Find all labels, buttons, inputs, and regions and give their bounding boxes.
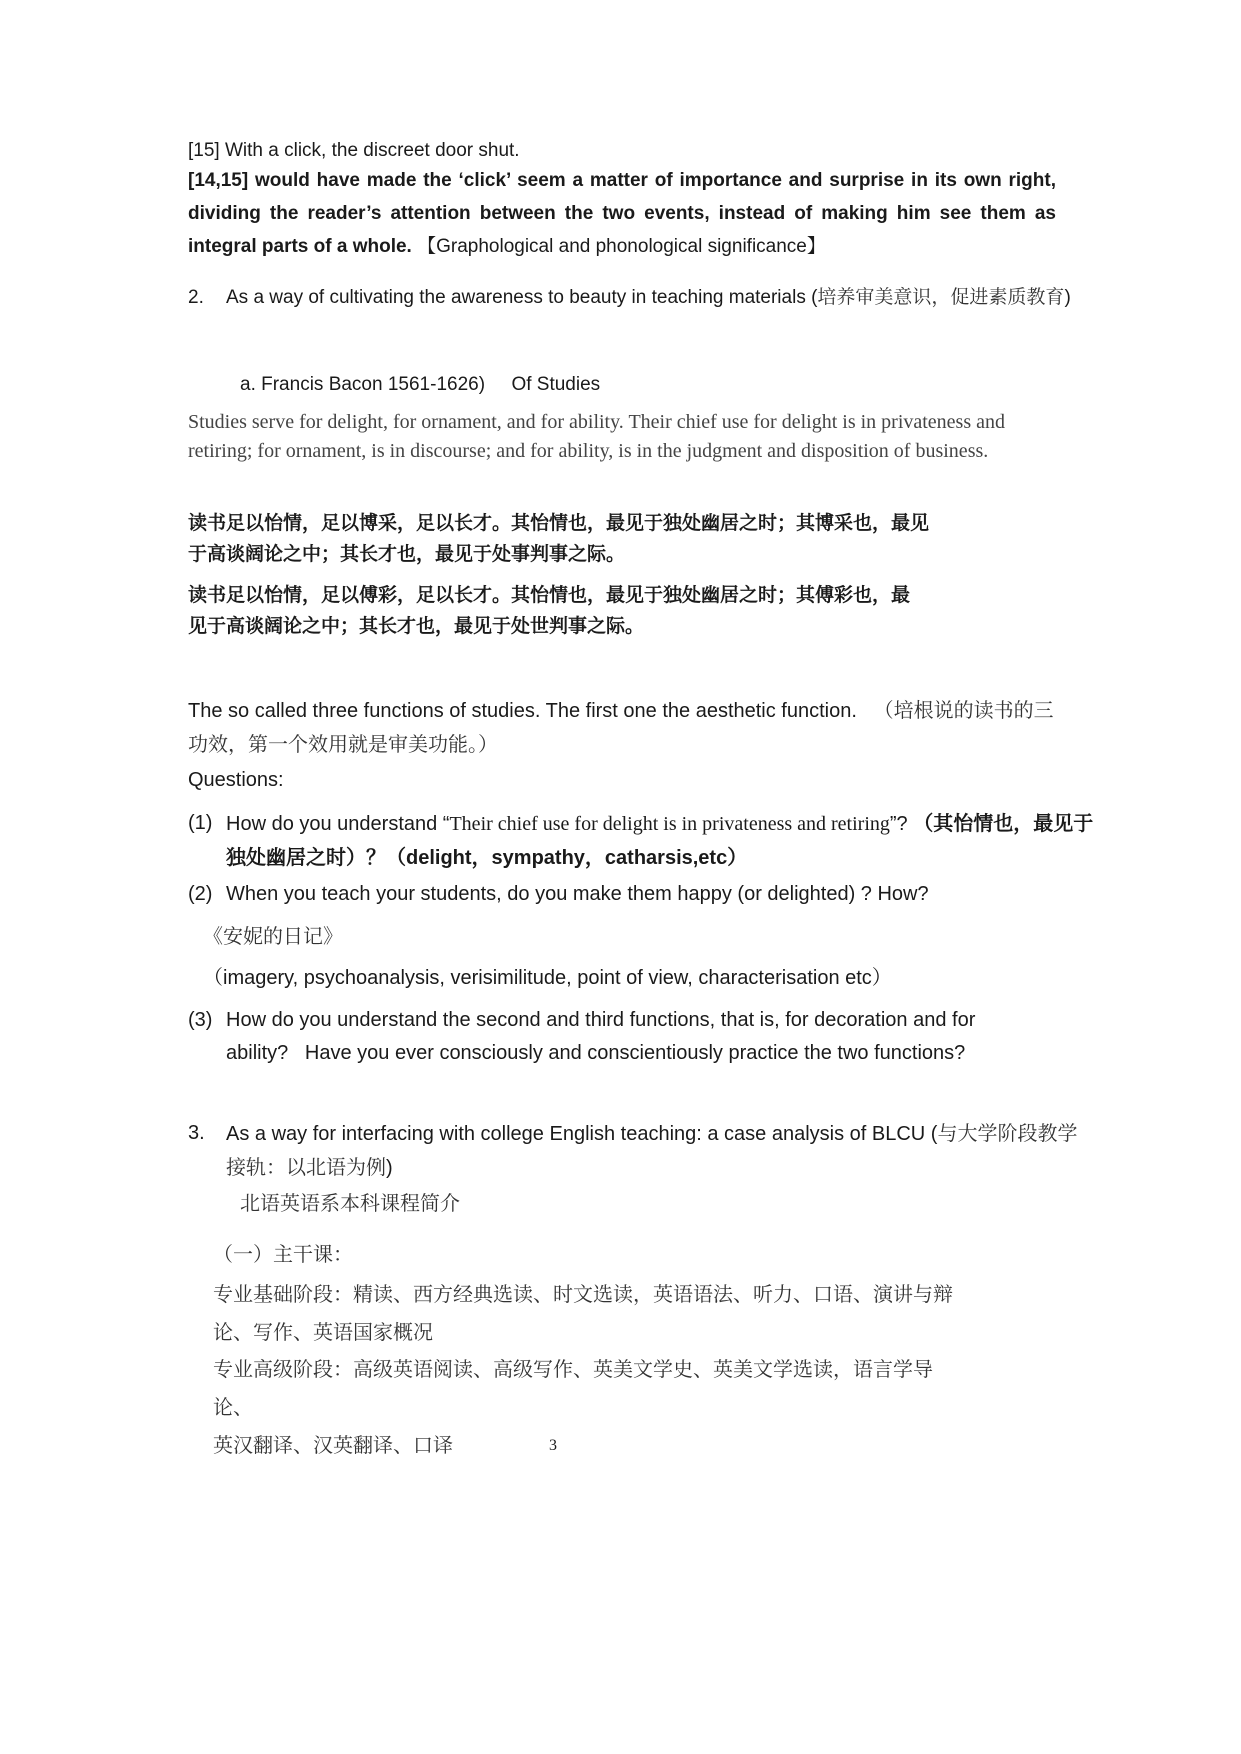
note-14-15: [14,15] would have made the ‘click’ seem a matter of importance and surprise in its own right, dividing the reader’s attention between the two events, instead of making him see them as integral parts of a whole. 【Graphological and phonological significance】 [188,170,1056,257]
translation-2-line-1: 读书足以怡情，足以傅彩，足以长才。其怡情也，最见于独处幽居之时；其傅彩也，最 [188,584,911,606]
advanced-stage-line-1: 专业高级阶段：高级英语阅读、高级写作、英美文学史、英美文学选读，语言学导论、 [213,1357,933,1419]
functions-cn: （培根说的读书的三功效，第一个效用就是审美功能。） [188,698,1054,756]
item-3-cn: 与大学阶段教学接轨：以北语为例 [226,1121,1078,1179]
item-3 [188,1117,1094,1185]
translation-1-line-2: 于高谈阔论之中；其长才也，最见于处事判事之际。 [188,543,626,565]
question-1-cn: （其怡情也，最见于独处幽居之时）？（ [226,811,1094,869]
item-3-text: As a way for interfacing with college English teaching: a case analysis of BLCU ( [226,1123,938,1145]
question-1-number: (1) [188,812,213,834]
question-2 [188,878,1094,911]
bacon-heading [240,368,940,401]
item-2 [188,281,1094,314]
item-2-text: As a way of cultivating the awareness to beauty in teaching materials ( [226,287,818,308]
item-2-close: ) [1064,287,1071,308]
question-2-terms: （imagery, psychoanalysis, verisimilitude, point of view, characterisation etc） [203,967,892,989]
annie-diary-book: 《安妮的日记》 [203,924,343,948]
question-1-text: How do you understand “ [226,813,450,835]
question-2-text: When you teach your students, do you make them happy (or delighted) ? How? [226,883,929,905]
bacon-english-quote: Studies serve for delight, for ornament, and for ability. Their chief use for delight is in privateness and retiring; for ornament, is in discourse; and for ability, is in the judgment and disposition of business. [188,411,1006,462]
basic-stage-line-2: 论、写作、英语国家概况 [213,1320,433,1344]
questions-heading: Questions: [188,769,284,791]
core-courses-heading: （一）主干课： [213,1242,353,1266]
translation-2 [188,580,1056,642]
translation-1 [188,508,1056,570]
basic-stage-courses [213,1275,953,1351]
page-number: 3 [549,1437,557,1454]
question-1 [188,807,1094,875]
bacon-title: Of Studies [511,374,601,395]
advanced-stage-line-2: 英汉翻译、汉英翻译、口译 [213,1433,453,1457]
translation-1-line-1: 读书足以怡情，足以博采，足以长才。其怡情也，最见于独处幽居之时；其博采也，最见 [188,512,930,534]
question-1-terms: delight，sympathy，catharsis,etc [406,847,728,869]
question-1-end: ） [727,845,748,869]
translation-2-line-2: 见于高谈阔论之中；其长才也，最见于处世判事之际。 [188,615,645,637]
bacon-author: a. Francis Bacon 1561-1626) [240,374,486,395]
question-3-text: How do you understand the second and third functions, that is, for decoration and for ability? Have you ever consciously and conscientiously practice the two functions? [226,1009,976,1064]
question-2-number: (2) [188,883,213,905]
question-3-number: (3) [188,1009,213,1031]
significance-tag: 【Graphological and phonological significance】 [417,236,826,257]
item-2-cn: 培养审美意识，促进素质教育 [817,286,1065,308]
basic-stage-line-1: 专业基础阶段：精读、西方经典选读、时文选读，英语语法、听力、口语、演讲与辩 [213,1282,953,1306]
item-2-number: 2. [188,287,204,308]
question-1-after: ”? [889,813,908,835]
item-3-number: 3. [188,1122,205,1144]
question-1-quote: Their chief use for delight is in privateness and retiring [449,813,890,835]
line-15: [15] With a click, the discreet door shut. [188,140,520,161]
course-intro-subtitle: 北语英语系本科课程简介 [240,1191,460,1215]
three-functions-text [188,694,1056,762]
functions-english: The so called three functions of studies. The first one the aesthetic function. [188,700,857,722]
question-3 [188,1004,1094,1070]
item-3-close: ) [386,1157,393,1179]
